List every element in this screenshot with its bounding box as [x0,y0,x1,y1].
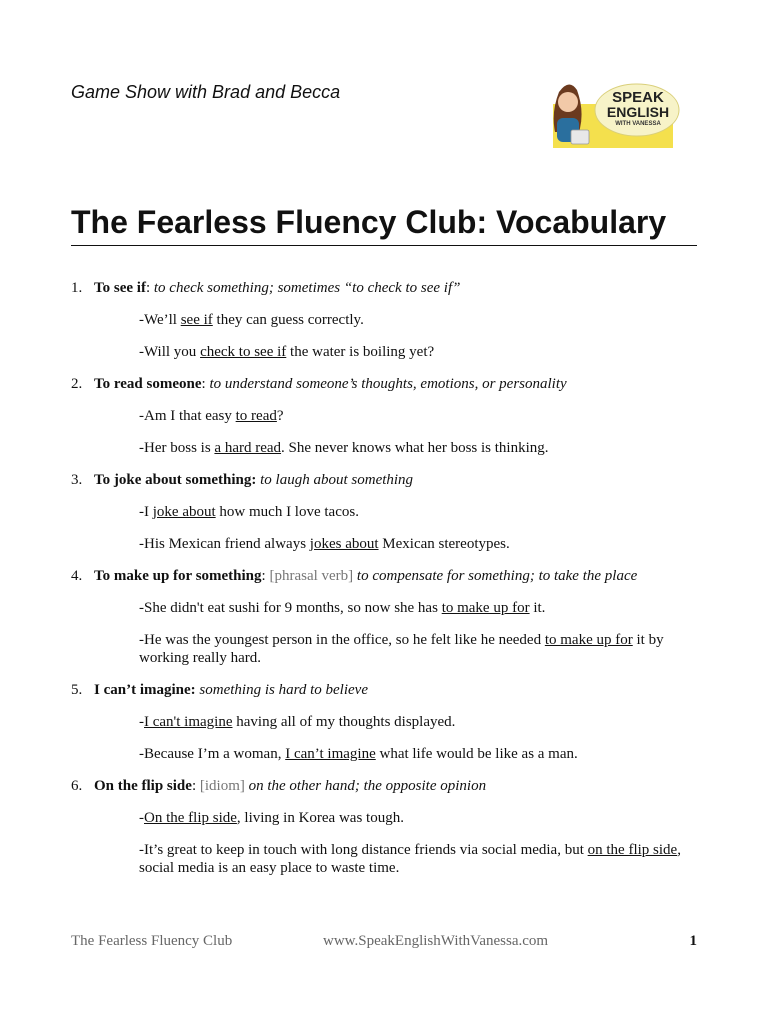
vocab-entry [71,279,697,297]
example-sentence [139,745,697,763]
entry-number: 4. [71,568,83,584]
entry-term: I can’t imagine: [94,682,196,698]
page-number: 1 [689,933,697,949]
example-phrase: joke about [152,504,216,520]
example-phrase: to read [235,408,277,424]
example-post: , living in Korea was tough. [236,810,404,826]
example-post: how much I love tacos. [215,504,359,520]
example-sentence [139,809,697,827]
entry-separator: : [201,376,206,392]
entry-term: To read someone [94,376,202,392]
example-post: what life would be like as a man. [375,746,578,762]
example-sentence [139,841,697,877]
entry-number: 5. [71,682,83,698]
entry-definition: to understand someone’s thoughts, emotions, or personality [209,376,567,392]
vocab-entry [71,471,697,489]
example-post: ? [276,408,284,424]
example-pre: -Will you [139,344,201,360]
example-phrase: see if [180,312,213,328]
entry-tag: [phrasal verb] [269,568,354,584]
example-sentence [139,599,697,617]
example-phrase: check to see if [200,344,287,360]
entry-separator: : [261,568,266,584]
entry-separator: : [191,778,197,794]
example-pre: -It’s great to keep in touch with long distance friends via social media, but [139,842,588,858]
page-title: The Fearless Fluency Club: Vocabulary [71,203,697,246]
entry-definition: something is hard to believe [199,682,368,698]
entry-number: 6. [71,778,83,794]
entry-term: To make up for something [94,568,262,584]
entry-definition: to check something; sometimes “to check to see if” [153,280,461,296]
logo-line2: ENGLISH [606,104,670,120]
example-post: Mexican stereotypes. [378,536,510,552]
example-sentence [139,407,697,425]
vocab-entry [71,567,697,585]
example-sentence [139,343,697,361]
example-post: having all of my thoughts displayed. [232,714,456,730]
example-pre: -Her boss is [139,440,215,456]
example-post: , social media is an easy place to waste time. [139,842,681,876]
entry-number: 2. [71,376,83,392]
example-sentence [139,503,697,521]
example-post: it. [529,600,546,616]
example-pre: -She didn't eat sushi for 9 months, so now she has [139,600,442,616]
example-post: . She never knows what her boss is thinking. [281,440,549,456]
entry-definition: to compensate for something; to take the place [356,568,638,584]
entry-term: On the flip side [94,778,192,794]
entry-number: 1. [71,280,83,296]
example-post: they can guess correctly. [212,312,364,328]
example-pre: -He was the youngest person in the office, so he felt like he needed [139,632,545,648]
example-sentence [139,439,697,457]
entry-term: To see if [94,280,146,296]
vocab-entry [71,777,697,795]
vocabulary-list [71,279,697,891]
entry-separator: : [145,280,151,296]
footer-club-name: The Fearless Fluency Club [71,933,233,949]
example-phrase: I can’t imagine [285,746,376,762]
example-post: it by working really hard. [139,632,664,666]
entry-term: To joke about something: [94,472,257,488]
speak-english-logo [545,72,681,150]
header-subtitle: Game Show with Brad and Becca [71,82,341,102]
footer-website: www.SpeakEnglishWithVanessa.com [323,933,549,949]
example-phrase: I can't imagine [144,714,233,730]
example-sentence [139,535,697,553]
logo-line1: SPEAK [612,89,664,106]
example-pre: -His Mexican friend always [139,536,310,552]
entry-definition: to laugh about something [260,472,414,488]
example-phrase: jokes about [309,536,379,552]
example-pre: -Am I that easy [139,408,236,424]
example-pre: -We’ll [139,312,181,328]
example-sentence [139,631,697,667]
vocab-entry [71,681,697,699]
example-phrase: to make up for [544,632,633,648]
example-sentence [139,311,697,329]
example-phrase: On the flip side [144,810,237,826]
entry-tag: [idiom] [199,778,245,794]
example-pre: -Because I’m a woman, [139,746,286,762]
example-sentence [139,713,697,731]
vocab-entry [71,375,697,393]
entry-number: 3. [71,472,83,488]
entry-definition: on the other hand; the opposite opinion [248,778,487,794]
logo-line3: WITH VANESSA [615,121,661,127]
example-pre: -I [139,504,153,520]
example-phrase: to make up for [441,600,530,616]
example-phrase: a hard read [214,440,282,456]
example-pre: - [139,810,144,826]
example-phrase: on the flip side [587,842,678,858]
example-pre: - [139,714,144,730]
example-post: the water is boiling yet? [286,344,435,360]
